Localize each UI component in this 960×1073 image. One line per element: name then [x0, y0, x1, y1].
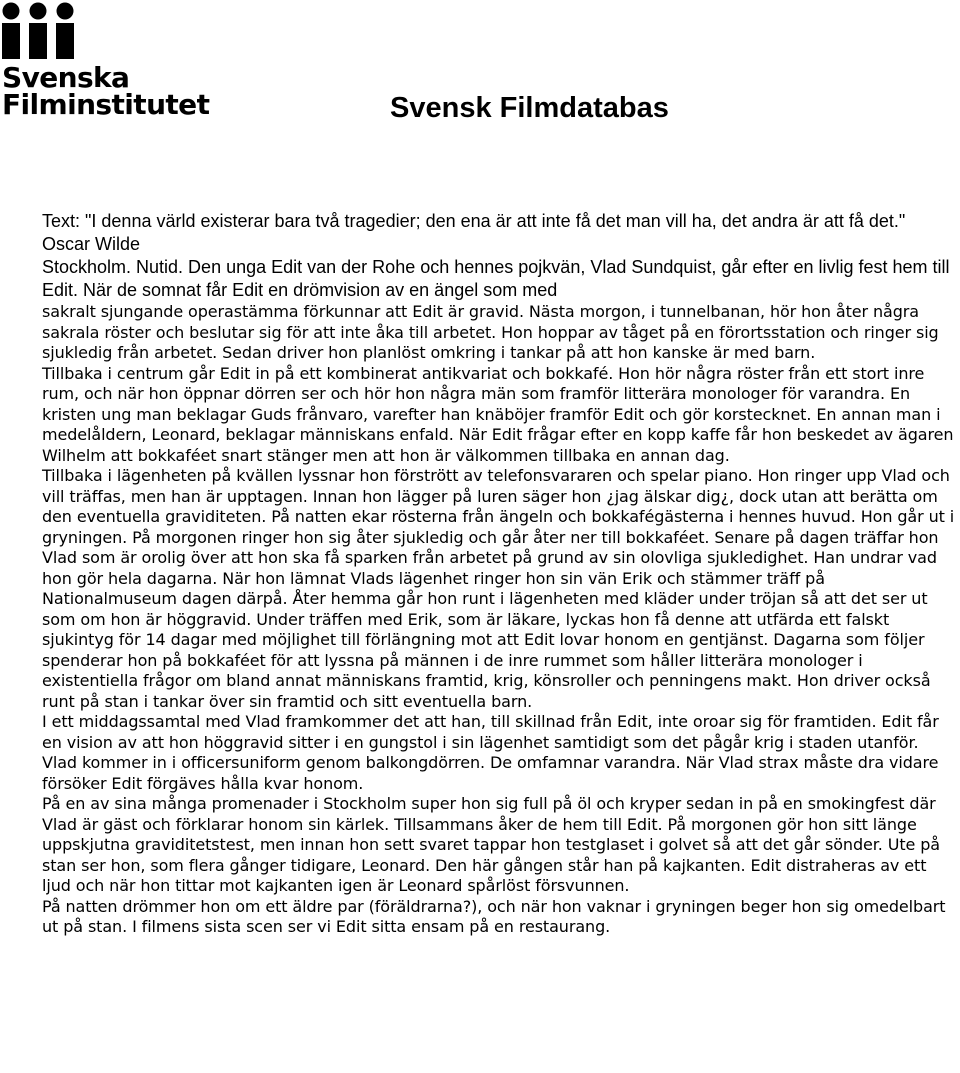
logo-wordmark	[2, 61, 210, 121]
paragraph-3: Tillbaka i lägenheten på kvällen lyssnar hon förstrött av telefonsvararen och spelar piano. Hon ringer upp Vlad och vill träffas, men han är upptagen. Innan hon lägger på luren säger hon ¿jag älskar dig¿, dock utan att berätta om den eventuella graviditeten. På natten ekar rösterna från ängeln och bokkafégästerna i hennes huvud. Hon går ut i gryningen. På morgonen ringer hon sig åter sjukledig och går åter ner till bokkaféet. Senare på dagen träffar hon Vlad som är orolig över att hon ska få sparken från arbetet på grund av sin olovliga sjukledighet. Han undrar vad hon gör hela dagarna. När hon lämnat Vlads lägenhet ringer hon sin vän Erik och stämmer träff på Nationalmuseum dagen därpå. Åter hemma går hon runt i lägenheten med kläder under tröjan så att det ser ut som om hon är höggravid. Under träffen med Erik, som är läkare, lyckas hon få denne att utfärda ett falskt sjukintyg för 14 dagar med möjlighet till förlängning mot att Edit lovar honom en gentjänst. Dagarna som följer spenderar hon på bokkaféet för att lyssna på männen i de inre rummet som håller litterära monologer i existentiella frågor om bland annat människans framtid, krig, könsroller och penningens makt. Hon driver också runt på stan i tankar över sin framtid och sitt eventuella barn.	[42, 466, 955, 711]
paragraph-4: I ett middagssamtal med Vlad framkommer det att han, till skillnad från Edit, inte oroar sig för framtiden. Edit får en vision av att hon höggravid sitter i en gungstol i sin lägenhet samtidigt som det pågår krig i staden utanför. Vlad kommer in i officersuniform genom balkongdörren. De omfamnar varandra. När Vlad strax måste dra vidare försöker Edit förgäves hålla kvar honom.	[42, 712, 939, 793]
page-title: Svensk Filmdatabas	[390, 92, 669, 124]
paragraph-5: På en av sina många promenader i Stockholm super hon sig full på öl och kryper sedan in på en smokingfest där Vlad är gäst och förklarar honom sin kärlek. Tillsammans åker de hem till Edit. På morgonen gör hon sitt länge uppskjutna graviditetstest, men innan hon sett svaret tappar hon testglaset i golvet så att det går sönder. Ute på stan ser hon, som flera gånger tidigare, Leonard. Den här gången står han på kajkanten. Edit distraheras av ett ljud och när hon tittar mot kajkanten igen är Leonard spårlöst försvunnen.	[42, 794, 940, 895]
quote-line: Text: "I denna värld existerar bara två tragedier; den ena är att inte få det man vill ha, det andra är att få det." Oscar Wilde	[42, 211, 906, 254]
logo-line-2: Filminstitutet	[2, 88, 210, 121]
svenska-filminstitutet-logo	[2, 2, 210, 124]
film-description	[42, 210, 957, 938]
logo-line-1: Svenska	[2, 61, 130, 94]
three-dots-blocks-logo-icon	[2, 2, 77, 60]
intro-text	[42, 210, 957, 302]
paragraph-2: Tillbaka i centrum går Edit in på ett kombinerat antikvariat och bokkafé. Hon hör några röster från ett stort inre rum, och när hon öppnar dörren ser och hör hon några män som framför litterära monologer för varandra. En kristen ung man beklagar Guds frånvaro, varefter han knäböjer framför Edit och gör korstecknet. En annan man i medelåldern, Leonard, beklagar människans enfald. När Edit frågar efter en kopp kaffe får hon beskedet av ägaren Wilhelm att bokkaféet snart stänger men att hon är välkommen tillbaka en annan dag.	[42, 363, 954, 465]
summary-start: Stockholm. Nutid. Den unga Edit van der Rohe och hennes pojkvän, Vlad Sundquist, går efter en livlig fest hem till Edit. När de somnat får Edit en drömvision av en ängel som med	[42, 257, 950, 300]
paragraph-6: På natten drömmer hon om ett äldre par (föräldrarna?), och när hon vaknar i gryningen beger hon sig omedelbart ut på stan. I filmens sista scen ser vi Edit sitta ensam på en restaurang.	[42, 896, 946, 936]
paragraph-1: sakralt sjungande operastämma förkunnar att Edit är gravid. Nästa morgon, i tunnelbanan, hör hon åter några sakrala röster och beslutar sig för att inte åka till arbetet. Hon hoppar av tåget på en förortsstation och ringer sig sjukledig från arbetet. Sedan driver hon planlöst omkring i tankar på att hon kanske är med barn.	[42, 302, 939, 362]
